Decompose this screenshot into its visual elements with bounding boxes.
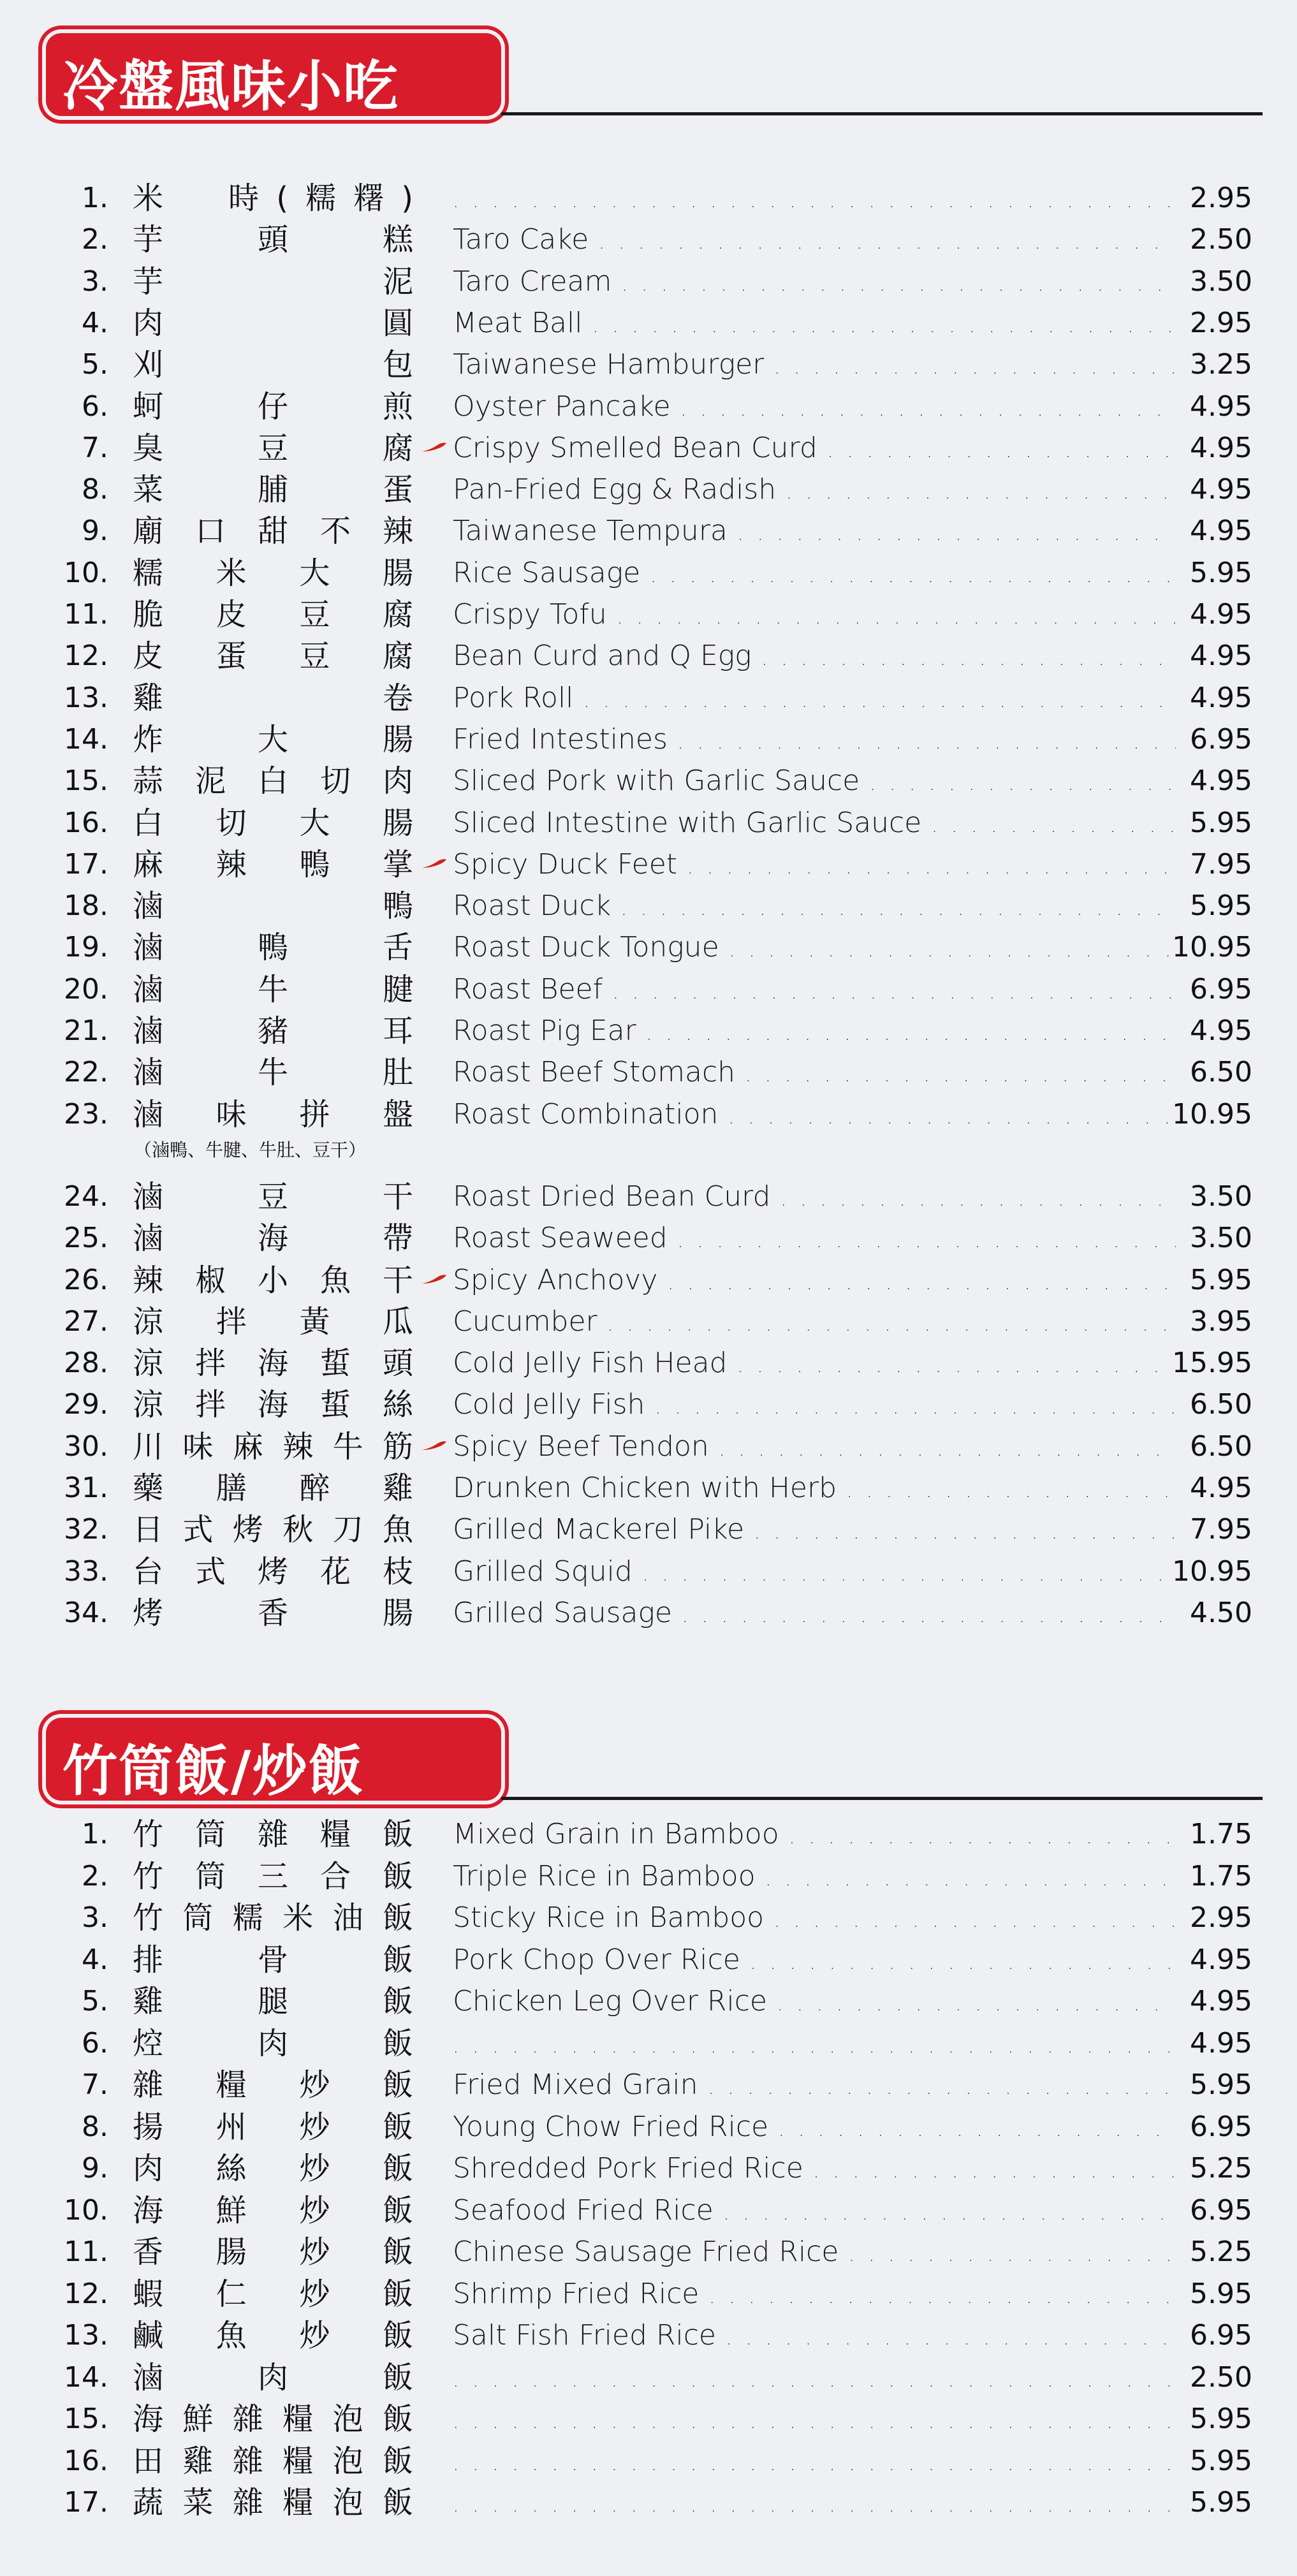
item-price: 4.95 xyxy=(1190,1943,1252,1976)
item-english-name: Rice Sausage . . . xyxy=(453,552,1176,597)
item-chinese-name: 雜糧炒飯 xyxy=(133,2067,413,2103)
item-english-name: Sliced Intestine with Garlic Sauce . . . xyxy=(453,802,1176,847)
item-number: 2. xyxy=(82,1859,108,1892)
item-price: 4.95 xyxy=(1190,473,1252,506)
item-english-name: Sliced Pork with Garlic Sauce . . . xyxy=(453,760,1176,805)
item-chinese-name: 辣椒小魚干 xyxy=(133,1262,413,1298)
item-chinese-name: 滷鴨 xyxy=(133,888,413,925)
item-chinese-name: 竹筒三合飯 xyxy=(133,1858,413,1894)
item-number: 7. xyxy=(82,2068,108,2101)
item-price: 4.95 xyxy=(1190,681,1252,714)
item-chinese-name: 滷肉飯 xyxy=(133,2359,413,2396)
item-english-name xyxy=(453,2357,1176,2402)
item-number: 5. xyxy=(82,1985,108,2017)
menu-item xyxy=(0,219,1297,261)
item-number: 28. xyxy=(64,1347,108,1380)
item-english-name xyxy=(453,2398,1176,2443)
item-chinese-name: 排骨飯 xyxy=(133,1942,413,1978)
menu-item xyxy=(0,344,1297,386)
item-price: 6.50 xyxy=(1190,1056,1252,1089)
menu-item xyxy=(0,2023,1297,2065)
menu-item xyxy=(0,635,1297,677)
item-price: 1.75 xyxy=(1190,1818,1252,1850)
menu-item xyxy=(0,802,1297,844)
item-price: 10.95 xyxy=(1172,1097,1252,1131)
item-english-name: Taro Cake . . . xyxy=(453,219,1176,264)
item-chinese-name: 台式烤花枝 xyxy=(133,1553,413,1590)
item-chinese-name: 滷鴨舌 xyxy=(133,930,413,966)
item-english-name: Cold Jelly Fish . . . xyxy=(453,1384,1176,1429)
item-price: 3.50 xyxy=(1190,1180,1252,1213)
item-english-name: Triple Rice in Bamboo . . . xyxy=(453,1855,1176,1901)
item-chinese-name: 海鮮炒飯 xyxy=(133,2192,413,2228)
menu-item xyxy=(0,2231,1297,2273)
item-chinese-name: 涼拌海蜇絲 xyxy=(133,1387,413,1423)
item-price: 4.95 xyxy=(1190,765,1252,798)
item-price: 5.95 xyxy=(1190,889,1252,923)
item-number: 21. xyxy=(64,1014,108,1047)
item-english-name: Grilled Sausage . . . xyxy=(453,1592,1176,1637)
item-price: 6.95 xyxy=(1190,972,1252,1006)
menu-item xyxy=(0,2148,1297,2190)
menu-item xyxy=(0,2273,1297,2315)
item-price: 5.25 xyxy=(1190,2152,1252,2184)
menu-item xyxy=(0,2482,1297,2524)
menu-item xyxy=(0,1897,1297,1939)
menu-item xyxy=(0,1426,1297,1468)
item-number: 29. xyxy=(64,1388,108,1421)
item-price: 7.95 xyxy=(1190,1513,1252,1546)
item-english-name: Taiwanese Hamburger . . . xyxy=(453,344,1176,389)
menu-item xyxy=(0,2357,1297,2399)
cold-dishes-banner xyxy=(46,33,501,119)
item-english-name: Spicy Beef Tendon . . . xyxy=(453,1426,1176,1471)
item-price: 5.95 xyxy=(1190,2403,1252,2435)
item-chinese-name: 蒜泥白切肉 xyxy=(133,763,413,800)
item-price: 3.25 xyxy=(1190,348,1252,381)
item-chinese-name: 竹筒雜糧飯 xyxy=(133,1817,413,1852)
item-number: 4. xyxy=(82,1943,108,1976)
item-chinese-name: 雞腿飯 xyxy=(133,1984,413,2019)
menu-item xyxy=(0,261,1297,303)
item-price: 5.95 xyxy=(1190,2277,1252,2310)
item-number: 11. xyxy=(64,598,108,631)
item-number: 14. xyxy=(64,2360,108,2394)
menu-item xyxy=(0,2064,1297,2106)
item-chinese-name: 糯米大腸 xyxy=(133,555,413,591)
item-price: 5.95 xyxy=(1190,806,1252,839)
item-english-name: Crispy Smelled Bean Curd . . . xyxy=(453,427,1176,472)
item-price: 6.95 xyxy=(1190,2319,1252,2352)
item-english-name: Salt Fish Fried Rice . . . xyxy=(453,2315,1176,2360)
item-chinese-name: 涼拌黃瓜 xyxy=(133,1303,413,1340)
item-number: 26. xyxy=(64,1263,108,1296)
item-english-name: Roast Duck . . . xyxy=(453,885,1176,930)
item-chinese-name: 麻辣鴨掌 xyxy=(133,846,413,882)
item-english-name: Roast Combination . . . xyxy=(453,1094,1176,1139)
item-number: 3. xyxy=(82,1901,108,1934)
menu-item xyxy=(0,844,1297,886)
item-chinese-name: 廟口甜不辣 xyxy=(133,513,413,550)
item-chinese-name: 日式烤秋刀魚 xyxy=(133,1512,413,1548)
item-chinese-name: 藥膳醉雞 xyxy=(133,1470,413,1506)
item-chinese-name: 蝦仁炒飯 xyxy=(133,2276,413,2312)
menu-item xyxy=(0,177,1297,219)
item-english-name: Grilled Squid . . . xyxy=(453,1551,1176,1596)
item-chinese-name: 滷豆干 xyxy=(133,1178,413,1215)
item-english-name: Roast Beef Stomach . . . xyxy=(453,1051,1176,1097)
item-price: 1.75 xyxy=(1190,1859,1252,1892)
item-number: 34. xyxy=(64,1596,108,1629)
item-chinese-name: 滷味拼盤 xyxy=(133,1096,413,1132)
item-price: 4.95 xyxy=(1190,1014,1252,1047)
item-number: 16. xyxy=(64,2444,108,2477)
item-chinese-name: 芋泥 xyxy=(133,263,413,300)
item-price: 3.50 xyxy=(1190,265,1252,298)
item-price: 5.95 xyxy=(1190,556,1252,589)
item-number: 19. xyxy=(64,931,108,964)
item-number: 9. xyxy=(82,2152,108,2184)
item-english-name: Pork Roll . . . xyxy=(453,677,1176,722)
menu-item xyxy=(0,1467,1297,1509)
chili-pepper-icon xyxy=(421,441,448,453)
item-chinese-name: 川味麻辣牛筋 xyxy=(133,1428,413,1465)
item-number: 8. xyxy=(82,473,108,506)
item-number: 1. xyxy=(82,1818,108,1850)
item-number: 17. xyxy=(64,2486,108,2519)
item-number: 15. xyxy=(64,765,108,798)
item-number: 16. xyxy=(64,806,108,839)
item-number: 11. xyxy=(64,2236,108,2268)
combination-note: （滷鴨、牛腱、牛肚、豆干） xyxy=(134,1139,367,1160)
item-english-name: Grilled Mackerel Pike . . . xyxy=(453,1509,1176,1554)
menu-item xyxy=(0,1176,1297,1218)
item-english-name: Mixed Grain in Bamboo . . . xyxy=(453,1813,1176,1859)
menu-item xyxy=(0,1094,1297,1136)
item-english-name: Chicken Leg Over Rice . . . xyxy=(453,1980,1176,2026)
item-price: 5.95 xyxy=(1190,2486,1252,2519)
menu-item xyxy=(0,1855,1297,1898)
item-number: 9. xyxy=(82,515,108,548)
item-number: 17. xyxy=(64,847,108,881)
rice-banner xyxy=(46,1718,501,1801)
item-number: 15. xyxy=(64,2403,108,2435)
item-chinese-name: 肉圓 xyxy=(133,305,413,341)
item-english-name: Pan-Fried Egg & Radish . . . xyxy=(453,469,1176,514)
item-number: 13. xyxy=(64,2319,108,2352)
item-english-name xyxy=(453,2440,1176,2485)
menu-item xyxy=(0,2440,1297,2482)
item-chinese-name: 蚵仔煎 xyxy=(133,388,413,425)
menu-item xyxy=(0,1010,1297,1052)
item-number: 25. xyxy=(64,1222,108,1255)
item-chinese-name: 炸大腸 xyxy=(133,721,413,757)
item-number: 3. xyxy=(82,265,108,298)
menu-item xyxy=(0,2398,1297,2440)
item-number: 31. xyxy=(64,1472,108,1504)
item-price: 2.95 xyxy=(1190,1901,1252,1934)
item-chinese-name: 滷牛腱 xyxy=(133,971,413,1007)
menu-item xyxy=(0,1813,1297,1855)
item-price: 4.95 xyxy=(1190,431,1252,464)
item-price: 6.50 xyxy=(1190,1430,1252,1463)
menu-item xyxy=(0,1342,1297,1384)
menu-item xyxy=(0,1051,1297,1094)
item-english-name: Oyster Pancake . . . xyxy=(453,386,1176,431)
menu-item xyxy=(0,2315,1297,2357)
item-number: 7. xyxy=(82,431,108,464)
item-price: 4.95 xyxy=(1190,640,1252,673)
item-price: 3.95 xyxy=(1190,1305,1252,1338)
item-number: 32. xyxy=(64,1513,108,1546)
item-chinese-name: 白切大腸 xyxy=(133,805,413,841)
item-price: 7.95 xyxy=(1190,847,1252,881)
item-number: 6. xyxy=(82,2026,108,2060)
item-number: 23. xyxy=(64,1097,108,1131)
item-chinese-name: 刈包 xyxy=(133,347,413,383)
menu-item xyxy=(0,469,1297,511)
menu-item xyxy=(0,1551,1297,1593)
item-chinese-name: 海鮮雜糧泡飯 xyxy=(133,2401,413,2437)
menu-item xyxy=(0,1592,1297,1634)
menu-item xyxy=(0,719,1297,761)
item-price: 3.50 xyxy=(1190,1222,1252,1255)
item-price: 2.95 xyxy=(1190,306,1252,339)
item-price: 6.95 xyxy=(1190,2193,1252,2227)
item-english-name: Spicy Duck Feet . . . xyxy=(453,844,1176,889)
item-number: 14. xyxy=(64,722,108,756)
menu-item xyxy=(0,1980,1297,2023)
menu-item xyxy=(0,1939,1297,1981)
item-chinese-name: 皮蛋豆腐 xyxy=(133,638,413,675)
menu-item xyxy=(0,926,1297,969)
item-price: 10.95 xyxy=(1172,1555,1252,1588)
item-english-name: Seafood Fried Rice . . . xyxy=(453,2190,1176,2235)
menu-item xyxy=(0,386,1297,428)
item-number: 18. xyxy=(64,889,108,923)
item-english-name xyxy=(453,177,1176,223)
item-chinese-name: 肉絲炒飯 xyxy=(133,2151,413,2186)
item-chinese-name: 烤香腸 xyxy=(133,1595,413,1631)
item-english-name: Taro Cream . . . xyxy=(453,261,1176,306)
item-english-name: Crispy Tofu . . . xyxy=(453,594,1176,639)
item-english-name: Fried Intestines . . . xyxy=(453,719,1176,764)
chili-pepper-icon xyxy=(421,1273,448,1285)
menu-item xyxy=(0,552,1297,594)
item-english-name: Spicy Anchovy . . . xyxy=(453,1259,1176,1305)
menu-item xyxy=(0,1217,1297,1259)
item-chinese-name: 米 時(糯糬) xyxy=(133,180,413,216)
item-english-name xyxy=(453,2023,1176,2068)
item-chinese-name: 脆皮豆腐 xyxy=(133,597,413,633)
item-price: 4.95 xyxy=(1190,2026,1252,2060)
item-number: 22. xyxy=(64,1056,108,1089)
item-chinese-name: 鹹魚炒飯 xyxy=(133,2318,413,2353)
item-number: 10. xyxy=(64,556,108,589)
item-price: 10.95 xyxy=(1172,931,1252,964)
item-price: 2.50 xyxy=(1190,2360,1252,2394)
item-price: 2.50 xyxy=(1190,223,1252,256)
item-chinese-name: 揚州炒飯 xyxy=(133,2109,413,2145)
menu-item xyxy=(0,510,1297,552)
chili-pepper-icon xyxy=(421,1440,448,1451)
item-number: 20. xyxy=(64,972,108,1006)
item-price: 4.95 xyxy=(1190,1985,1252,2017)
item-price: 4.95 xyxy=(1190,390,1252,423)
item-number: 10. xyxy=(64,2193,108,2227)
item-price: 4.95 xyxy=(1190,515,1252,548)
item-english-name: Shrimp Fried Rice . . . xyxy=(453,2273,1176,2318)
menu-item xyxy=(0,1384,1297,1426)
item-chinese-name: 蔬菜雜糧泡飯 xyxy=(133,2485,413,2521)
menu-item xyxy=(0,594,1297,636)
item-number: 12. xyxy=(64,2277,108,2310)
menu-item xyxy=(0,760,1297,802)
item-english-name: Drunken Chicken with Herb . . . xyxy=(453,1467,1176,1512)
chili-pepper-icon xyxy=(421,858,448,869)
item-number: 1. xyxy=(82,182,108,214)
item-number: 8. xyxy=(82,2110,108,2143)
item-price: 6.50 xyxy=(1190,1388,1252,1421)
item-chinese-name: 田雞雜糧泡飯 xyxy=(133,2443,413,2479)
rice-rule xyxy=(501,1797,1263,1800)
item-price: 5.95 xyxy=(1190,1263,1252,1296)
cold-dishes-title: 冷盤風味小吃 xyxy=(62,55,399,119)
item-chinese-name: 滷牛肚 xyxy=(133,1055,413,1091)
item-number: 24. xyxy=(64,1180,108,1213)
item-english-name: Taiwanese Tempura . . . xyxy=(453,510,1176,555)
item-english-name: Cucumber . . . xyxy=(453,1301,1176,1346)
item-chinese-name: 滷海帶 xyxy=(133,1220,413,1257)
item-chinese-name: 菜脯蛋 xyxy=(133,472,413,508)
item-number: 27. xyxy=(64,1305,108,1338)
item-price: 2.95 xyxy=(1190,182,1252,214)
item-price: 5.95 xyxy=(1190,2444,1252,2477)
item-price: 6.95 xyxy=(1190,2110,1252,2143)
cold-dishes-rule xyxy=(501,112,1263,115)
item-english-name: Cold Jelly Fish Head . . . xyxy=(453,1342,1176,1387)
item-number: 5. xyxy=(82,348,108,381)
menu-item xyxy=(0,1509,1297,1551)
menu-item xyxy=(0,2106,1297,2148)
menu-item xyxy=(0,1301,1297,1343)
item-english-name: Chinese Sausage Fried Rice . . . xyxy=(453,2231,1176,2276)
item-number: 12. xyxy=(64,640,108,673)
item-english-name: Sticky Rice in Bamboo . . . xyxy=(453,1897,1176,1942)
item-chinese-name: 涼拌海蜇頭 xyxy=(133,1345,413,1382)
item-number: 33. xyxy=(64,1555,108,1588)
menu-item xyxy=(0,427,1297,469)
item-english-name xyxy=(453,2482,1176,2527)
item-english-name: Roast Beef . . . xyxy=(453,969,1176,1014)
menu-item xyxy=(0,969,1297,1011)
item-chinese-name: 芋頭糕 xyxy=(133,222,413,258)
menu-item xyxy=(0,1259,1297,1301)
item-number: 13. xyxy=(64,681,108,714)
item-price: 5.25 xyxy=(1190,2236,1252,2268)
item-english-name: Meat Ball . . . xyxy=(453,302,1176,348)
item-english-name: Pork Chop Over Rice . . . xyxy=(453,1939,1176,1984)
menu-item xyxy=(0,677,1297,719)
item-english-name: Roast Dried Bean Curd . . . xyxy=(453,1176,1176,1221)
menu-item xyxy=(0,2190,1297,2232)
item-chinese-name: 雞卷 xyxy=(133,680,413,716)
item-price: 4.95 xyxy=(1190,598,1252,631)
item-number: 4. xyxy=(82,306,108,339)
item-number: 2. xyxy=(82,223,108,256)
menu-item xyxy=(0,885,1297,927)
item-english-name: Shredded Pork Fried Rice . . . xyxy=(453,2148,1176,2193)
rice-title: 竹筒飯/炒飯 xyxy=(62,1739,365,1803)
item-number: 30. xyxy=(64,1430,108,1463)
item-english-name: Fried Mixed Grain . . . xyxy=(453,2064,1176,2109)
item-english-name: Young Chow Fried Rice . . . xyxy=(453,2106,1176,2151)
menu-item xyxy=(0,302,1297,344)
item-price: 4.95 xyxy=(1190,1472,1252,1504)
item-chinese-name: 焢肉飯 xyxy=(133,2025,413,2061)
item-chinese-name: 臭豆腐 xyxy=(133,430,413,466)
item-chinese-name: 滷豬耳 xyxy=(133,1013,413,1049)
item-price: 6.95 xyxy=(1190,722,1252,756)
item-price: 4.50 xyxy=(1190,1596,1252,1629)
item-english-name: Roast Duck Tongue . . . xyxy=(453,926,1176,972)
item-chinese-name: 竹筒糯米油飯 xyxy=(133,1900,413,1936)
item-english-name: Roast Seaweed . . . xyxy=(453,1217,1176,1262)
item-english-name: Roast Pig Ear . . . xyxy=(453,1010,1176,1055)
item-price: 5.95 xyxy=(1190,2068,1252,2101)
item-chinese-name: 香腸炒飯 xyxy=(133,2234,413,2270)
item-number: 6. xyxy=(82,390,108,423)
item-english-name: Bean Curd and Q Egg . . . xyxy=(453,635,1176,680)
item-price: 15.95 xyxy=(1172,1347,1252,1380)
